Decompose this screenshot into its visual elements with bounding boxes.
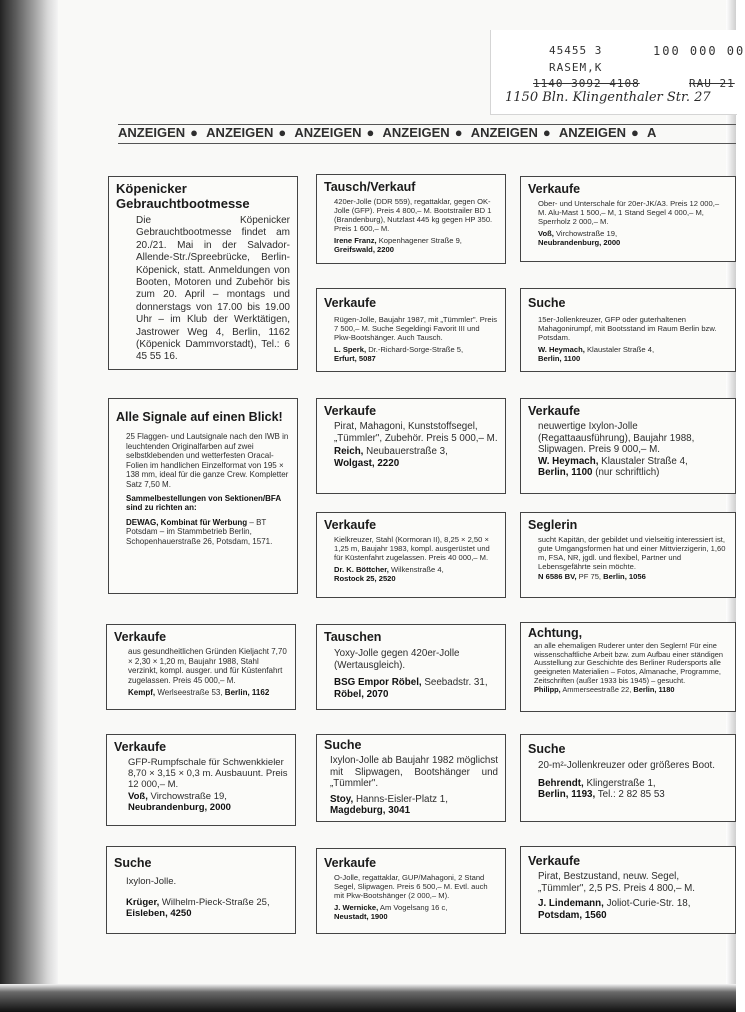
stamp-line-2: RASEM,K	[549, 61, 603, 74]
ad-gebrauchtbootmesse	[108, 176, 298, 370]
ad-address: DEWAG, Kombinat für Werbung – BT Potsdam – im Stammbetrieb Berlin, Schopenhauerstraße 26, Potsdam, 1571.	[126, 517, 273, 546]
ad-title: Verkaufe	[114, 740, 167, 754]
ad-address: W. Heymach, Klaustaler Straße 4, Berlin, 1100	[538, 345, 655, 363]
stamp-line-1: 45455 3	[549, 44, 603, 57]
ad-text: aus gesundheitlichen Gründen Kieljacht 7,70 × 2,30 × 1,20 m, Baujahr 1988, Stahl verzinkt, kompl. ausger. und für Küstenfahrt zugelassen. Preis 45 000,– M.	[128, 647, 287, 685]
ad-address: Stoy, Hanns-Eisler-Platz 1, Magdeburg, 3041	[330, 793, 448, 817]
ad-text: neuwertige Ixylon-Jolle (Regattaausführung), Baujahr 1988, Slipwagen. Preis 9 000,– M.	[538, 421, 695, 456]
bullet-icon: ●	[542, 125, 551, 140]
stamp-line-3-right: RAU 21	[689, 77, 735, 90]
ad-text: GFP-Rumpfschale für Schwenkkieler 8,70 × 3,15 × 0,3 m. Ausbauunt. Preis 12 000,– M.	[128, 757, 288, 791]
bullet-icon: ●	[454, 125, 463, 140]
ad-title: Verkaufe	[324, 404, 377, 418]
ad-address: J. Wernicke, Am Vogelsang 16 c, Neustadt, 1900	[334, 903, 448, 921]
ad-title: Verkaufe	[528, 182, 581, 196]
stamp-line-3: 1140 3092 4108	[533, 77, 640, 90]
ad-title: Verkaufe	[528, 854, 581, 868]
bullet-icon: ●	[631, 125, 639, 140]
ad-title: Suche	[324, 738, 362, 752]
ad-title: Verkaufe	[324, 856, 377, 870]
ad-title: Suche	[114, 856, 152, 870]
stamp-line-1-right: 100 000 00	[653, 44, 745, 58]
ad-suche-ixylon	[106, 846, 296, 934]
ad-suche-20m2	[520, 734, 736, 822]
ad-text: Yoxy-Jolle gegen 420er-Jolle (Wertausgleich).	[334, 648, 460, 671]
band-word: ANZEIGEN	[118, 125, 186, 140]
band-word-cut: A	[647, 125, 657, 140]
ad-ruegen-jolle	[316, 288, 506, 372]
ad-signale	[108, 398, 298, 594]
ad-pirat-bestzustand	[520, 846, 736, 934]
ad-address: Behrendt, Klingerstraße 1, Berlin, 1193, Tel.: 2 82 85 53	[538, 777, 665, 801]
ad-suche-ixylon-1982	[316, 734, 506, 822]
ad-address: BSG Empor Röbel, Seebadstr. 31, Röbel, 2070	[334, 677, 488, 700]
bullet-icon: ●	[366, 125, 375, 140]
band-word: ANZEIGEN	[206, 125, 274, 140]
ad-ixylon-regatta	[520, 398, 736, 494]
ad-achtung-ruderer	[520, 622, 736, 712]
ad-text: O-Jolle, regattaklar, GUP/Mahagoni, 2 Stand Segel, Slipwagen. Preis 6 500,– M. Evtl. auch mit Pkw-Bootshänger (2 000,– M).	[334, 873, 488, 900]
ad-address: Irene Franz, Kopenhagener Straße 9, Greifswald, 2200	[334, 236, 462, 254]
ad-address: Philipp, Ammerseestraße 22, Berlin, 1180	[534, 684, 675, 694]
ad-address: Krüger, Wilhelm-Pieck-Straße 25, Eisleben, 4250	[126, 896, 270, 919]
anzeigen-header-band	[118, 124, 736, 144]
ad-tauschen-yoxy	[316, 624, 506, 710]
ad-pirat-mahagoni	[316, 398, 506, 494]
ad-title: Suche	[528, 742, 566, 756]
band-word: ANZEIGEN	[470, 125, 538, 140]
ad-address: Dr. K. Böttcher, Wilkenstraße 4, Rostock 25, 2520	[334, 565, 444, 583]
bottom-shadow	[0, 984, 736, 1012]
ad-address: Voß, Virchowstraße 19, Neubrandenburg, 2000	[538, 229, 621, 247]
ad-text: Ixylon-Jolle ab Baujahr 1982 möglichst mit Slipwagen, Bootshänger und „Tümmler".	[330, 755, 498, 790]
ad-rumpfschale	[106, 734, 296, 826]
ad-title: Verkaufe	[114, 630, 167, 644]
bullet-icon: ●	[190, 125, 199, 140]
ad-seglerin	[520, 512, 736, 598]
ad-suche-15er	[520, 288, 736, 372]
ad-text: 15er-Jollenkreuzer, GFP oder guterhaltenen Mahagonirumpf, mit Bootsstand im Raum Berlin bzw. Potsdam.	[538, 315, 717, 342]
ad-address: N 6586 BV, PF 75, Berlin, 1056	[538, 572, 646, 581]
ad-text: Kielkreuzer, Stahl (Kormoran II), 8,25 × 2,50 × 1,25 m, Baujahr 1983, kompl. ausgerüstet und für Küstenfahrt zugelassen. Preis 40 000,– M.	[334, 535, 490, 562]
ad-title: Achtung,	[528, 626, 583, 640]
ad-title: Verkaufe	[324, 296, 377, 310]
ad-title: Seglerin	[528, 518, 578, 532]
library-stamp-label	[490, 30, 745, 115]
band-word: ANZEIGEN	[294, 125, 362, 140]
book-spine-shadow	[0, 0, 58, 1012]
ad-title: Tausch/Verkauf	[324, 180, 416, 194]
ad-text: sucht Kapitän, der gebildet und vielseitig interessiert ist, gute Umgangsformen hat und einer Mittvierzigerin, 1,60 m, FSA, NR, jgdl. und flexibel, Partner und Lebensgefährte sein möchte.	[538, 535, 726, 571]
ad-title: Verkaufe	[324, 518, 377, 532]
stamp-handwritten-address: 1150 Bln. Klingenthaler Str. 27	[505, 90, 711, 105]
ad-text: Pirat, Bestzustand, neuw. Segel, „Tümmler", 2,5 PS. Preis 4 800,– M.	[538, 871, 696, 894]
ad-title: Alle Signale auf einen Blick!	[116, 410, 283, 424]
band-word: ANZEIGEN	[382, 125, 450, 140]
ad-ober-unterschale	[520, 176, 736, 262]
ad-text: Ixylon-Jolle.	[126, 876, 177, 887]
ad-text: Ober- und Unterschale für 20er-JK/A3. Preis 12 000,– M. Alu-Mast 1 500,– M, 1 Stand Segel 4 000,– M, Sperrholz 2 000,– M.	[538, 199, 720, 226]
band-word: ANZEIGEN	[558, 125, 627, 140]
ad-text: 25 Flaggen- und Lautsignale nach den IWB in leuchtenden Originalfarben auf zwei selbstklebenden und wetterfesten Oracal-Folien im handlichen Einzelformat von 195 × 138 mm, ideal für die ganze Crew. Kompletter Satz 7,50 M.	[126, 432, 289, 489]
ad-text: 420er-Jolle (DDR 559), regattaklar, gegen OK-Jolle (GFP). Preis 4 800,– M. Bootstrailer BD 1 (Brandenburg), Nutzlast 445 kg gegen HP 350. Preis 1 600,– M.	[334, 197, 493, 233]
ad-subtext: Sammelbestellungen von Sektionen/BFA sind zu richten an:	[126, 493, 281, 513]
ad-text: Rügen-Jolle, Baujahr 1987, mit „Tümmler". Preis 7 500,– M. Suche Segeldingi Favorit III und Pkw-Bootshänger. Auch Tausch.	[334, 315, 498, 342]
ad-address: J. Lindemann, Joliot-Curie-Str. 18, Potsdam, 1560	[538, 898, 691, 921]
ad-title: Tauschen	[324, 630, 382, 644]
ad-title: Köpenicker Gebrauchtbootmesse	[116, 181, 250, 211]
ad-text: 20-m²-Jollenkreuzer oder größeres Boot.	[538, 760, 715, 771]
ad-title: Suche	[528, 296, 566, 310]
ad-o-jolle	[316, 848, 506, 934]
ad-text: Die Köpenicker Gebrauchtbootmesse findet am 20./21. Mai in der Salvador-Allende-Str./Spreebrücke, Berlin-Köpenick, statt. Anmeldungen von Booten, Motoren und Zubehör bis zum 20. April – montags und donnerstags von 17.00 bis 19.00 Uhr – im Klub der Werktätigen, Jastrower Weg 4, Berlin, 1162 (Köpenick Dammvorstadt), Tel.: 6 45 55 16.	[136, 215, 290, 363]
ad-text: Pirat, Mahagoni, Kunststoffsegel, „Tümmler", Zubehör. Preis 5 000,– M.	[334, 421, 498, 444]
ad-title: Verkaufe	[528, 404, 581, 418]
ad-address: Kempf, Werlseestraße 53, Berlin, 1162	[128, 688, 270, 698]
ad-kieljacht	[106, 624, 296, 710]
ad-text: an alle ehemaligen Ruderer unter den Seglern! Für eine wissenschaftliche Arbeit bzw. zum Aufbau einer ständigen Ausstellung zur Geschichte des Berliner Rudersports alle geeigneten Materialien – Fotos, Almanache, Programme, Zeitschriften (außer 1933 bis 1945) – gesucht.	[534, 641, 723, 685]
ad-address: L. Sperk, Dr.-Richard-Sorge-Straße 5, Erfurt, 5087	[334, 345, 464, 363]
ad-address: Voß, Virchowstraße 19, Neubrandenburg, 2000	[128, 790, 231, 813]
ad-tausch-verkauf	[316, 174, 506, 264]
bullet-icon: ●	[278, 125, 287, 140]
ad-address: W. Heymach, Klaustaler Straße 4, Berlin, 1100 (nur schriftlich)	[538, 455, 688, 479]
ad-address: Reich, Neubauerstraße 3, Wolgast, 2220	[334, 446, 448, 469]
ad-kielkreuzer	[316, 512, 506, 598]
